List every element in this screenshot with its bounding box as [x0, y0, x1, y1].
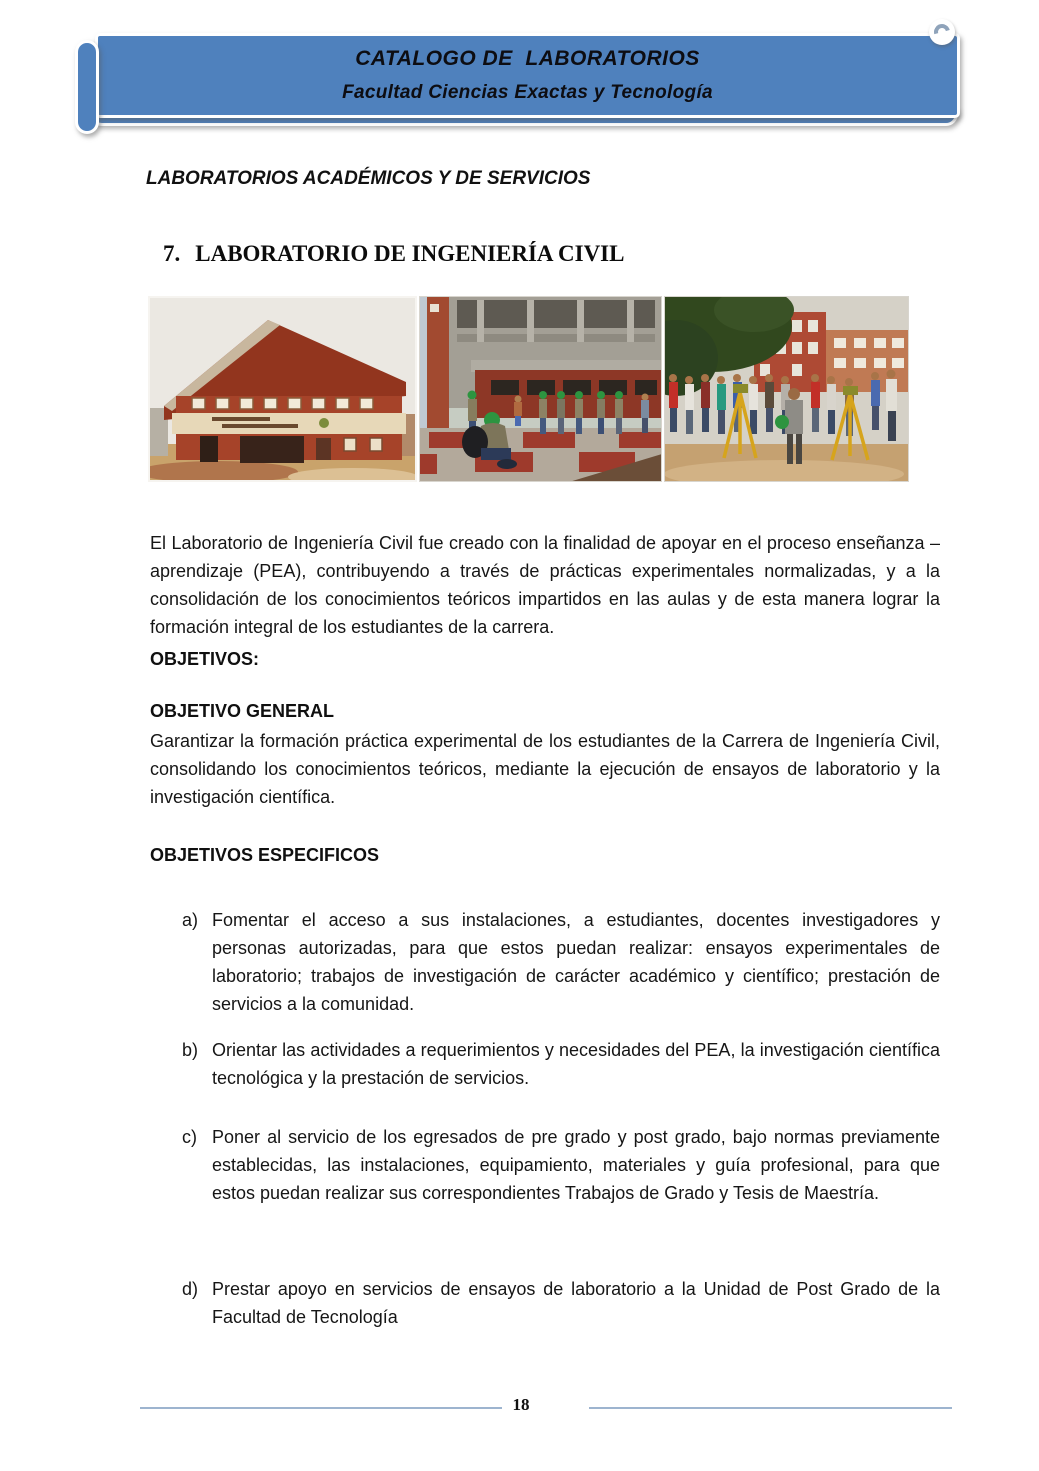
list-text-d: Prestar apoyo en servicios de ensayos de laboratorio a la Unidad de Post Grado de la Facultad de Tecnología [212, 1279, 940, 1327]
objetivos-heading: OBJETIVOS: [150, 649, 260, 669]
objetivo-general-heading: OBJETIVO GENERAL [150, 701, 335, 721]
page-number: 18 [512, 1395, 530, 1414]
header-banner [75, 28, 960, 138]
section-kicker: LABORATORIOS ACADÉMICOS Y DE SERVICIOS [146, 168, 591, 189]
banner-curl-icon [929, 19, 955, 45]
list-marker-b: b) [182, 1040, 199, 1060]
list-item-d [150, 1275, 940, 1331]
banner-panel [95, 33, 960, 118]
list-marker-a: a) [182, 910, 199, 930]
list-item-c [150, 1123, 940, 1207]
list-marker-d: d) [182, 1279, 199, 1299]
list-marker-c: c) [182, 1127, 197, 1147]
list-text-a: Fomentar el acceso a sus instalaciones, a estudiantes, docentes investigadores y personas autorizadas, para que estos puedan realizar: ensayos experimentales de laboratorio; trabajos de investigación de carácter académico y científico; prestación de servicios a la comunidad. [212, 910, 940, 1014]
students-hard-hats-campus-photo [419, 296, 662, 482]
intro-paragraph: El Laboratorio de Ingeniería Civil fue creado con la finalidad de apoyar en el proceso enseñanza – aprendizaje (PEA), contribuyendo a través de prácticas experimentales normalizadas, y a la consolidación de los conocimientos teóricos impartidos en las aulas y de esta manera lograr la formación integral de los estudiantes de la carrera. [150, 533, 940, 637]
objetivo-general-paragraph: Garantizar la formación práctica experimental de los estudiantes de la Carrera de Ingeniería Civil, consolidando los conocimientos teóricos, mediante la ejecución de ensayos de laboratorio y la investigación científica. [150, 731, 940, 807]
faculty-subtitle: Facultad Ciencias Exactas y Tecnología [342, 82, 713, 103]
banner-scroll-handle [75, 40, 99, 134]
objetivos-especificos-heading: OBJETIVOS ESPECIFICOS [150, 845, 380, 865]
section-title: LABORATORIO DE INGENIERÍA CIVIL [195, 241, 625, 266]
laboratory-building-photo [148, 296, 417, 482]
section-number: 7. [163, 241, 181, 266]
list-item-b [150, 1036, 940, 1092]
list-item-a [150, 906, 940, 1018]
list-text-b: Orientar las actividades a requerimientos y necesidades del PEA, la investigación científica tecnológica y la prestación de servicios. [212, 1040, 940, 1088]
list-text-c: Poner al servicio de los egresados de pre grado y post grado, bajo normas previamente establecidas, las instalaciones, equipamiento, materiales y guía profesional, para que estos puedan realizar sus correspondientes Trabajos de Grado y Tesis de Maestría. [212, 1127, 940, 1203]
section-heading [163, 241, 624, 267]
catalog-title: CATALOGO DE LABORATORIOS [355, 47, 700, 70]
photo-strip [148, 296, 909, 482]
footer-rule-right [589, 1407, 952, 1409]
footer-rule-left [140, 1407, 502, 1409]
students-surveying-practice-photo [664, 296, 909, 482]
